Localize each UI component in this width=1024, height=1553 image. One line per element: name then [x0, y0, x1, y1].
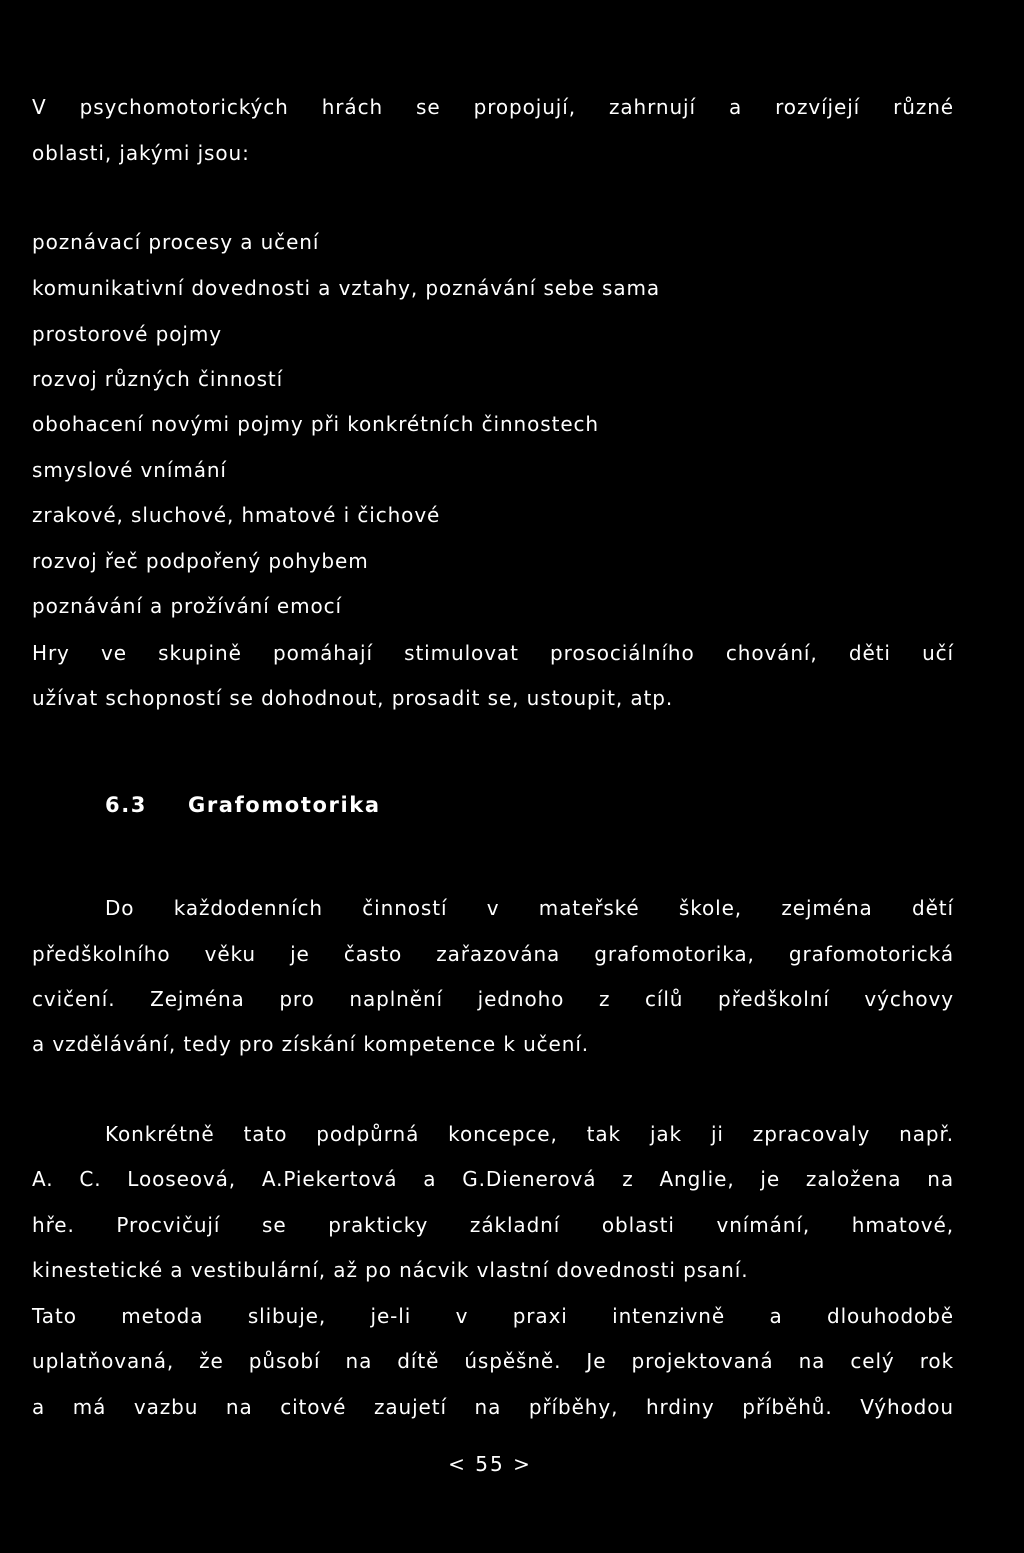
- paragraph-1-line-3: cvičení. Zejména pro naplnění jednoho z cílů předškolní výchovy: [32, 987, 954, 1011]
- list-item: poznávání a prožívání emocí: [32, 594, 342, 618]
- paragraph-1-line-2: předškolního věku je často zařazována grafomotorika, grafomotorická: [32, 942, 954, 966]
- list-item: rozvoj řeč podpořený pohybem: [32, 549, 369, 573]
- paragraph-2-line-2: A. C. Looseová, A.Piekertová a G.Dienerová z Anglie, je založena na: [32, 1167, 954, 1191]
- list-item: prostorové pojmy: [32, 322, 222, 346]
- section-title: Grafomotorika: [188, 793, 381, 817]
- list-item: obohacení novými pojmy při konkrétních činnostech: [32, 412, 600, 436]
- paragraph-2-line-6: uplatňovaná, že působí na dítě úspěšně. Je projektovaná na celý rok: [32, 1349, 954, 1373]
- paragraph-2-line-7: a má vazbu na citové zaujetí na příběhy, hrdiny příběhů. Výhodou: [32, 1395, 954, 1419]
- paragraph-2-line-4: kinestetické a vestibulární, až po nácvik vlastní dovednosti psaní.: [32, 1258, 749, 1282]
- intro-line-2: oblasti, jakými jsou:: [32, 141, 250, 165]
- list-item: komunikativní dovednosti a vztahy, poznávání sebe sama: [32, 276, 661, 300]
- list-item: smyslové vnímání: [32, 458, 227, 482]
- list-item: zrakové, sluchové, hmatové i čichové: [32, 503, 441, 527]
- list-item: poznávací procesy a učení: [32, 230, 320, 254]
- paragraph-2-line-3: hře. Procvičují se prakticky základní oblasti vnímání, hmatové,: [32, 1213, 954, 1237]
- page-number: < 55 >: [448, 1452, 532, 1476]
- intro-line-1: V psychomotorických hrách se propojují, zahrnují a rozvíjejí různé: [32, 95, 954, 119]
- paragraph-1-line-4: a vzdělávání, tedy pro získání kompetence k učení.: [32, 1032, 590, 1056]
- group-paragraph-line-2: užívat schopností se dohodnout, prosadit se, ustoupit, atp.: [32, 686, 674, 710]
- paragraph-2-line-5: Tato metoda slibuje, je-li v praxi intenzivně a dlouhodobě: [32, 1304, 954, 1328]
- section-number: 6.3: [105, 793, 148, 817]
- list-item: rozvoj různých činností: [32, 367, 284, 391]
- paragraph-2-line-1: Konkrétně tato podpůrná koncepce, tak jak ji zpracovaly např.: [105, 1122, 954, 1146]
- paragraph-1-line-1: Do každodenních činností v mateřské škole, zejména dětí: [105, 896, 954, 920]
- group-paragraph-line-1: Hry ve skupině pomáhají stimulovat prosociálního chování, děti učí: [32, 641, 954, 665]
